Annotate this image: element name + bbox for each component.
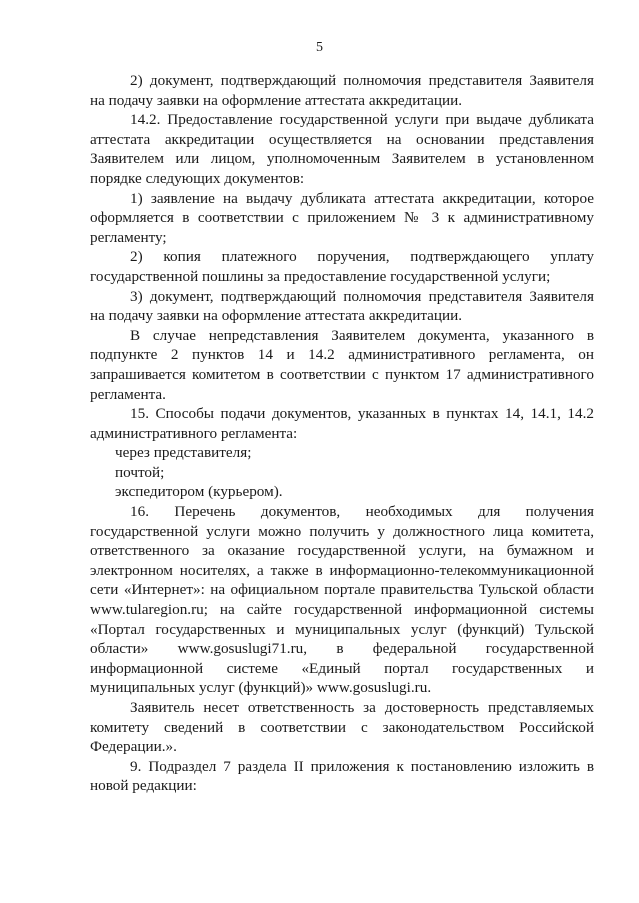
paragraph-16: 16. Перечень документов, необходимых для получения государственной услуги можно получить у должностного лица комитета, ответственного за оказание государственной услуги, на бумажном и электронном носителях, а также в информационно-телекоммуникационной сети «Интернет»: на официальном портале правительства Тульской области www.tularegion.ru; на сайте государственной информационной системы «Портал государственных и муниципальных услуг (функций) Тульской области» www.gosuslugi71.ru, в федеральной государственной информационной системе «Единый портал государственных и муниципальных услуг (функций)» www.gosuslugi.ru. (90, 503, 594, 697)
paragraph-responsibility: Заявитель несет ответственность за достоверность представляемых комитету сведений в соответствии с законодательством Российской Федерации.». (90, 699, 594, 756)
list-item: через представителя; (115, 444, 252, 462)
paragraph-14-2: 14.2. Предоставление государственной услуги при выдаче дубликата аттестата аккредитации осуществляется на основании представления Заявителем или лицом, уполномоченным Заявителем в установленном порядке следующих документов: (90, 111, 594, 187)
paragraph-15: 15. Способы подачи документов, указанных в пунктах 14, 14.1, 14.2 административного регламента: (90, 405, 594, 442)
paragraph-1: 2) документ, подтверждающий полномочия представителя Заявителя на подачу заявки на оформление аттестата аккредитации. (90, 72, 594, 109)
list-item: почтой; (115, 463, 165, 481)
paragraph-9: 9. Подраздел 7 раздела II приложения к постановлению изложить в новой редакции: (90, 757, 594, 795)
paragraph-item-3: 3) документ, подтверждающий полномочия представителя Заявителя на подачу заявки на оформление аттестата аккредитации. (90, 287, 594, 325)
list-item: экспедитором (курьером). (115, 483, 283, 501)
paragraph-item-2: 2) копия платежного поручения, подтверждающего уплату государственной пошлины за предоставление государственной услуги; (90, 248, 594, 285)
page-number: 5 (316, 40, 323, 55)
document-body (90, 71, 594, 796)
paragraph-item-1: 1) заявление на выдачу дубликата аттестата аккредитации, которое оформляется в соответствии с приложением № 3 к административному регламенту; (90, 189, 594, 246)
paragraph-non-submission: В случае непредставления Заявителем документа, указанного в подпункте 2 пунктов 14 и 14.2 административного регламента, он запрашивается комитетом в соответствии с пунктом 17 административного регламента. (90, 326, 594, 403)
